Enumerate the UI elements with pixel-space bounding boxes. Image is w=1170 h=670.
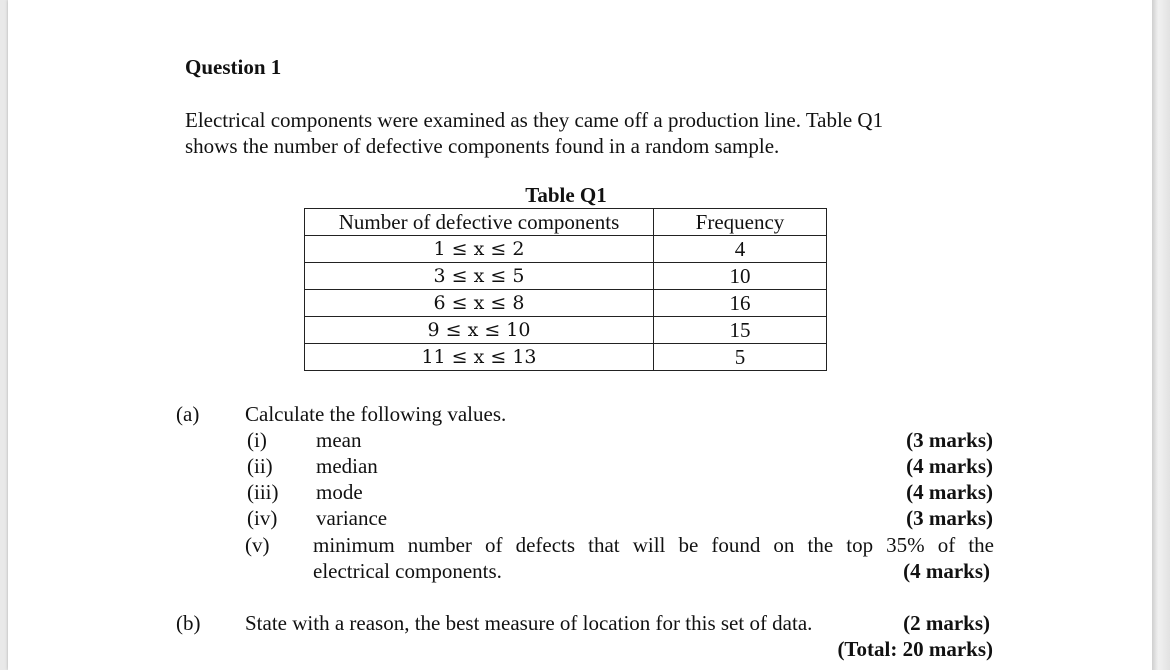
item-iv-number: (iv) bbox=[247, 506, 278, 530]
range-cell: 11 ≤ x ≤ 13 bbox=[305, 344, 654, 371]
table-header-row bbox=[305, 209, 827, 236]
part-a-text: Calculate the following values. bbox=[245, 402, 507, 426]
table-row bbox=[305, 290, 827, 317]
part-b-marks: (2 marks) bbox=[903, 611, 990, 635]
frequency-cell: 4 bbox=[654, 236, 827, 263]
frequency-cell: 5 bbox=[654, 344, 827, 371]
frequency-cell: 15 bbox=[654, 317, 827, 344]
item-v-number: (v) bbox=[245, 533, 270, 557]
part-a-label: (a) bbox=[176, 402, 200, 426]
range-cell: 6 ≤ x ≤ 8 bbox=[305, 290, 654, 317]
range-cell: 9 ≤ x ≤ 10 bbox=[305, 317, 654, 344]
scrollbar[interactable] bbox=[1152, 0, 1170, 670]
table-row bbox=[305, 263, 827, 290]
intro-line-1: Electrical components were examined as they came off a production line. Table Q1 bbox=[185, 108, 884, 132]
frequency-cell: 10 bbox=[654, 263, 827, 290]
document-page bbox=[8, 0, 1152, 670]
frequency-cell: 16 bbox=[654, 290, 827, 317]
item-i-number: (i) bbox=[247, 428, 267, 452]
intro-line-2: shows the number of defective components found in a random sample. bbox=[185, 134, 780, 158]
column-header-frequency: Frequency bbox=[654, 209, 827, 236]
item-iii-marks: (4 marks) bbox=[906, 480, 993, 504]
table-row bbox=[305, 317, 827, 344]
item-v-text-line-1: minimum number of defects that will be found on the top 35% of the bbox=[313, 533, 994, 557]
item-i-marks: (3 marks) bbox=[906, 428, 993, 452]
item-iii-text: mode bbox=[316, 480, 363, 504]
item-v-text-line-2: electrical components. bbox=[313, 559, 502, 583]
part-b-text: State with a reason, the best measure of location for this set of data. bbox=[245, 611, 813, 635]
part-b-label: (b) bbox=[176, 611, 201, 635]
item-iv-text: variance bbox=[316, 506, 388, 530]
range-cell: 3 ≤ x ≤ 5 bbox=[305, 263, 654, 290]
table-row bbox=[305, 236, 827, 263]
total-marks: (Total: 20 marks) bbox=[837, 637, 993, 661]
question-intro bbox=[185, 107, 883, 159]
frequency-table bbox=[304, 208, 827, 371]
item-iii-number: (iii) bbox=[247, 480, 279, 504]
column-header-defects: Number of defective components bbox=[305, 209, 654, 236]
item-v-marks: (4 marks) bbox=[903, 559, 990, 583]
item-ii-number: (ii) bbox=[247, 454, 273, 478]
table-title: Table Q1 bbox=[525, 183, 607, 207]
question-title: Question 1 bbox=[185, 55, 282, 79]
range-cell: 1 ≤ x ≤ 2 bbox=[305, 236, 654, 263]
item-iv-marks: (3 marks) bbox=[906, 506, 993, 530]
item-ii-text: median bbox=[316, 454, 378, 478]
item-i-text: mean bbox=[316, 428, 362, 452]
item-ii-marks: (4 marks) bbox=[906, 454, 993, 478]
table-row bbox=[305, 344, 827, 371]
